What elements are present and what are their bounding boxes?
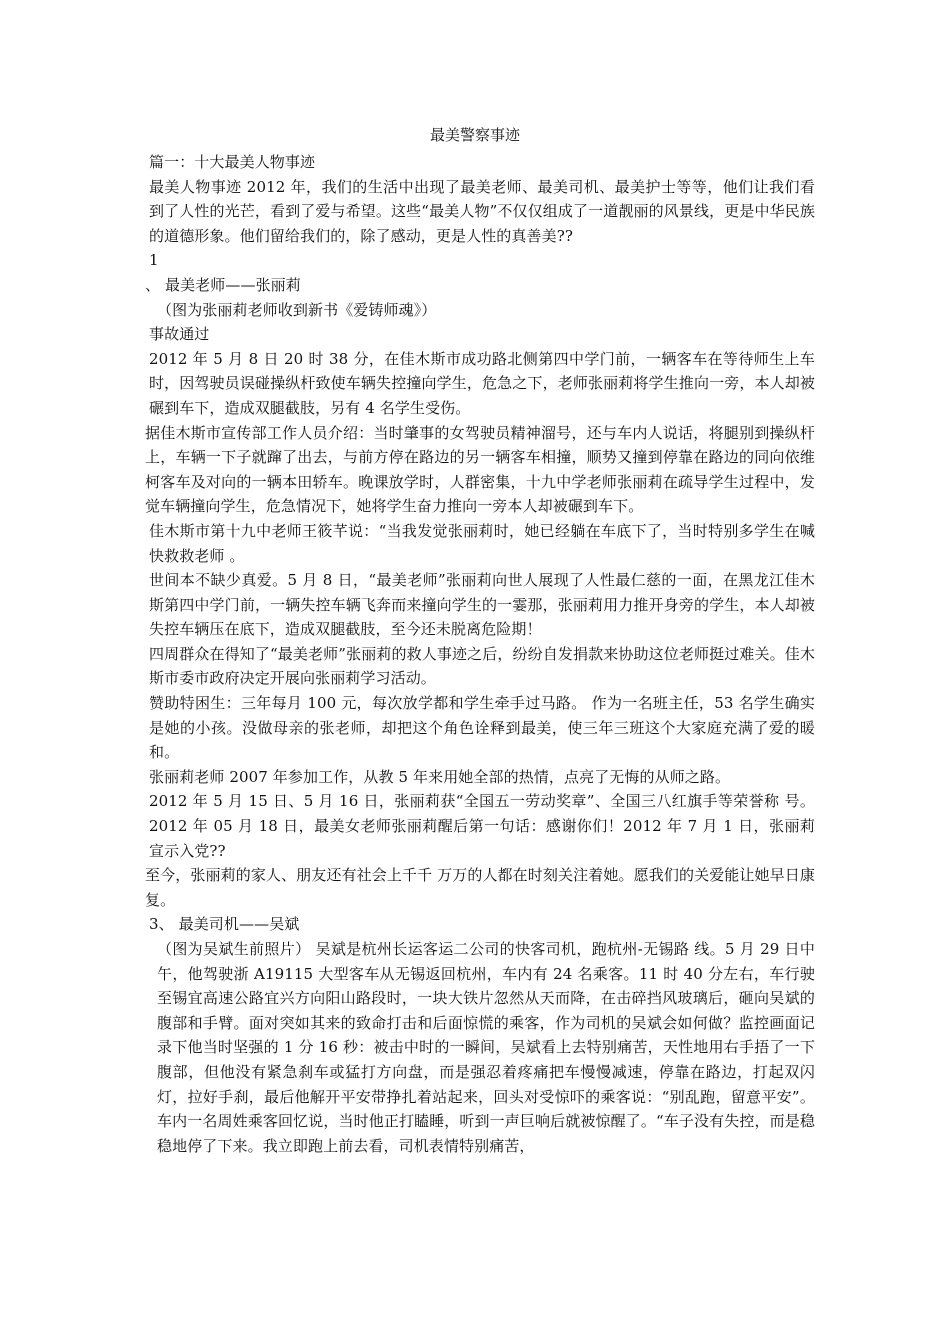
paragraph: 张丽莉老师 2007 年参加工作，从教 5 年来用她全部的热情，点亮了无悔的从师之路。 xyxy=(149,767,731,786)
paragraph: 世间本不缺少真爱。5 月 8 日，“最美老师”张丽莉向世人展现了人性最仁慈的一面，在黑龙江佳木斯第四中学门前，一辆失控车辆飞奔而来撞向学生的一霎那，张丽莉用力推开身旁的学生，本人却被失控车辆压在底下，造成双腿截肢，至今还未脱离危险期！ xyxy=(149,571,815,639)
paragraph: 佳木斯市第十九中老师王筱芊说：“当我发觉张丽莉时，她已经躺在车底下了，当时特别多学生在喊 快救救老师 。 xyxy=(149,521,815,565)
section-heading: 篇一：十大最美人物事迹 xyxy=(149,153,316,171)
paragraph: 赞助特困生：三年每月 100 元，每次放学都和学生牵手过马路。 作为一名班主任，53 名学生确实是她的小孩。没做母亲的张老师，却把这个角色诠释到最美，使三年三班这个大家庭充满了爱的暖和。 xyxy=(149,694,815,762)
paragraph: 至今，张丽莉的家人、朋友还有社会上千千 万万的人都在时刻关注着她。愿我们的关爱能让她早日康复。 xyxy=(145,866,815,909)
document-title: 最美警察事迹 xyxy=(429,126,520,144)
paragraph: （图为吴斌生前照片） 吴斌是杭州长运客运二公司的快客司机，跑杭州-无锡路 线。5 月 29 日中午，他驾驶浙 A19115 大型客车从无锡返回杭州，车内有 24 名乘客。11 时 40 分左右，车行驶至锡宜高速公路宜兴方向阳山路段时，一块大铁片忽然从天而降，在击碎挡风玻璃后，砸向吴斌的腹部和手臂。面对突如其来的致命打击和后面惊慌的乘客，作为司机的吴斌会如何做？监控画面记录下他当时坚强的 1 分 16 秒：被击中时的一瞬间，吴斌看上去特别痛苦，天性地用右手捂了一下腹部，但他没有紧急刹车或猛打方向盘，而是强忍着疼痛把车慢慢减速，停靠在路边，打起双闪灯，拉好手刹，最后他解开平安带挣扎着站起来，回头对受惊吓的乘客说：“别乱跑，留意平安”。 车内一名周姓乘客回忆说，当时他正打瞌睡，听到一声巨响后就被惊醒了。“车子没有失控，而是稳稳地停了下来。我立即跑上前去看，司机表情特别痛苦， xyxy=(157,940,815,1155)
subsection-heading: 、 最美老师——张丽莉 xyxy=(145,275,301,294)
paragraph: 据佳木斯市宣传部工作人员介绍：当时肇事的女驾驶员精神溜号，还与车内人说话，将腿别到操纵杆上，车辆一下子就蹿了出去，与前方停在路边的另一辆客车相撞，顺势又撞到停靠在路边的同向依维柯客车及对向的一辆本田轿车。晚课放学时，人群密集，十九中学老师张丽莉在疏导学生过程中，发觉车辆撞向学生，危急情况下，她将学生奋力推向一旁本人却被碾到车下。 xyxy=(145,423,815,516)
paragraph: 最美人物事迹 2012 年，我们的生活中出现了最美老师、最美司机、最美护士等等，他们让我们看到了人性的光芒，看到了爱与希望。这些“最美人物”不仅仅组成了一道靓丽的风景线，更是中华民族的道德形象。他们留给我们的，除了感动，更是人性的真善美?? xyxy=(149,177,815,245)
subsection-heading: 3、 最美司机——吴斌 xyxy=(149,915,300,934)
document-body xyxy=(145,150,815,1158)
paragraph: 事故通过 xyxy=(149,325,210,344)
list-number: 1 xyxy=(149,251,159,270)
photo-caption: （图为张丽莉老师收到新书《爱铸师魂》） xyxy=(157,300,437,319)
paragraph: 2012 年 5 月 15 日、5 月 16 日，张丽莉获“全国五一劳动奖章”、全国三八红旗手等荣誉称 号。2012 年 05 月 18 日，最美女老师张丽莉醒后第一句话：感谢你们！2012 年 7 月 1 日，张丽莉宣示入党?? xyxy=(149,792,815,860)
paragraph: 2012 年 5 月 8 日 20 时 38 分，在佳木斯市成功路北侧第四中学门前，一辆客车在等待师生上车时，因驾驶员误碰操纵杆致使车辆失控撞向学生，危急之下，老师张丽莉将学生推向一旁，本人却被碾到车下，造成双腿截肢，另有 4 名学生受伤。 xyxy=(149,349,815,417)
paragraph: 四周群众在得知了“最美老师”张丽莉的救人事迹之后，纷纷自发捐款来协助这位老师挺过难关。佳木斯市委市政府决定开展向张丽莉学习活动。 xyxy=(149,644,815,688)
